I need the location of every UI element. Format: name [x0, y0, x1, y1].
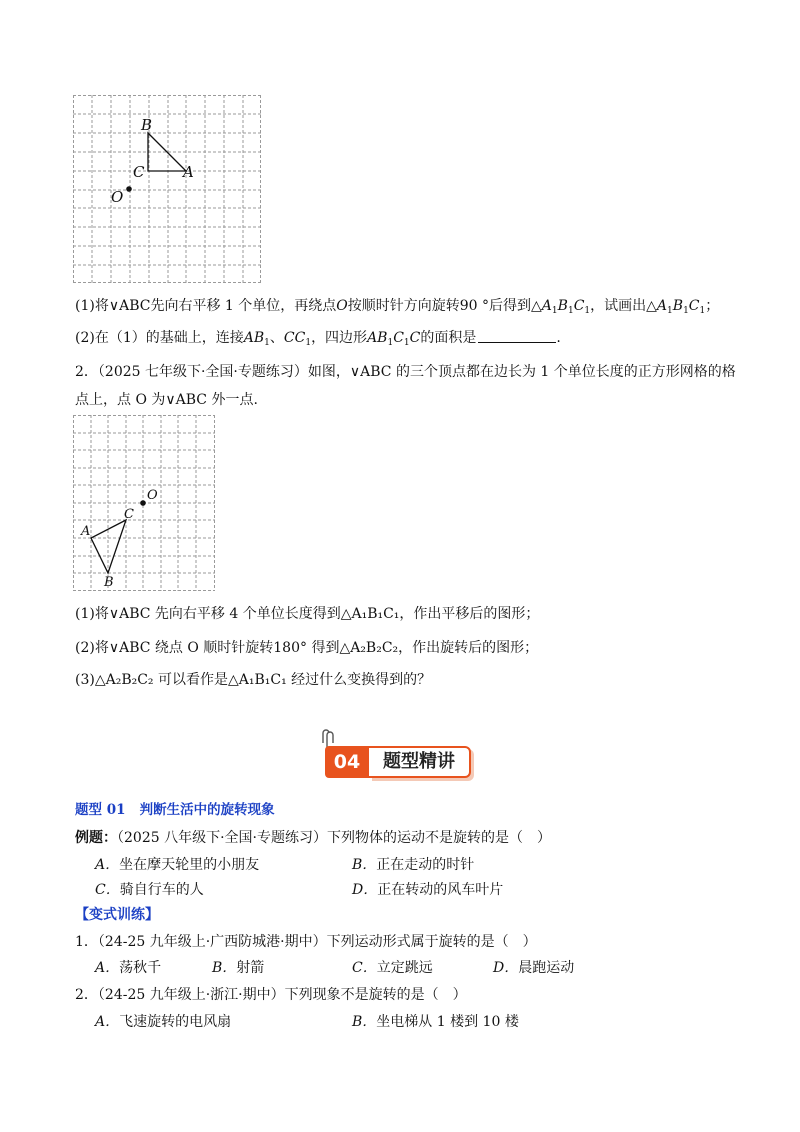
variant-q1-option-a: A．荡秋千: [95, 960, 162, 976]
variant-q2-stem: 2．（24-25 九年级上·浙江·期中）下列现象不是旋转的是（ ）: [75, 987, 467, 1003]
label-a-2: A: [81, 524, 91, 539]
variant-q2-option-a: A．飞速旋转的电风扇: [95, 1014, 232, 1030]
label-o-2: O: [147, 488, 158, 503]
example-option-a: A．坐在摩天轮里的小朋友: [95, 857, 260, 873]
point-o-2: [140, 500, 146, 506]
example-option-b: B．正在走动的时针: [352, 857, 475, 873]
label-a: A: [183, 163, 194, 181]
banner-number: 04: [325, 746, 369, 778]
q1-part2: (2)在（1）的基础上，连接$AB_1$、$CC_1$，四边形$AB_1C_1C$的面积是 .: [75, 330, 561, 348]
figure-1-grid: [73, 95, 263, 285]
label-c: C: [133, 163, 145, 181]
label-b: B: [141, 116, 153, 134]
example-option-c: C．骑自行车的人: [95, 882, 204, 898]
label-c-2: C: [124, 507, 134, 522]
variant-q1-option-c: C．立定跳远: [352, 960, 433, 976]
q2-intro-line2: 点上，点 O 为∨ABC 外一点.: [75, 392, 258, 408]
variant-q2-option-b: B．坐电梯从 1 楼到 10 楼: [352, 1014, 519, 1030]
figure-2-grid: [73, 415, 218, 593]
example-stem: 例题：（2025 八年级下·全国·专题练习）下列物体的运动不是旋转的是（ ）: [75, 830, 551, 846]
label-o: O: [111, 188, 124, 206]
q2-part2: (2)将∨ABC 绕点 O 顺时针旋转180° 得到△A₂B₂C₂，作出旋转后的图形；: [75, 640, 539, 656]
q2-part1: (1)将∨ABC 先向右平移 4 个单位长度得到△A₁B₁C₁，作出平移后的图形；: [75, 606, 540, 622]
banner-title: 题型精讲: [369, 746, 471, 778]
label-b-2: B: [104, 575, 114, 590]
answer-blank: [478, 330, 556, 343]
variant-q1-option-d: D．晨跑运动: [493, 960, 575, 976]
point-o: [126, 186, 132, 192]
variant-heading: 【变式训练】: [75, 907, 159, 923]
section-banner: [325, 742, 475, 782]
q1-part1: (1)将∨ABC先向右平移 1 个单位，再绕点O按顺时针方向旋转90 °后得到$\triangle A_1B_1C_1$，试画出$\triangle A_1B_1C_1$；: [75, 298, 720, 316]
example-option-d: D．正在转动的风车叶片: [352, 882, 504, 898]
variant-q1-option-b: B．射箭: [212, 960, 265, 976]
q2-intro-line1: 2．（2025 七年级下·全国·专题练习）如图，∨ABC 的三个顶点都在边长为 1 个单位长度的正方形网格的格: [75, 364, 736, 380]
q2-part3: (3)△A₂B₂C₂ 可以看作是△A₁B₁C₁ 经过什么变换得到的？: [75, 672, 432, 688]
variant-q1-stem: 1．（24-25 九年级上·广西防城港·期中）下列运动形式属于旋转的是（ ）: [75, 934, 537, 950]
topic-heading: 题型 01 判断生活中的旋转现象: [75, 802, 275, 818]
